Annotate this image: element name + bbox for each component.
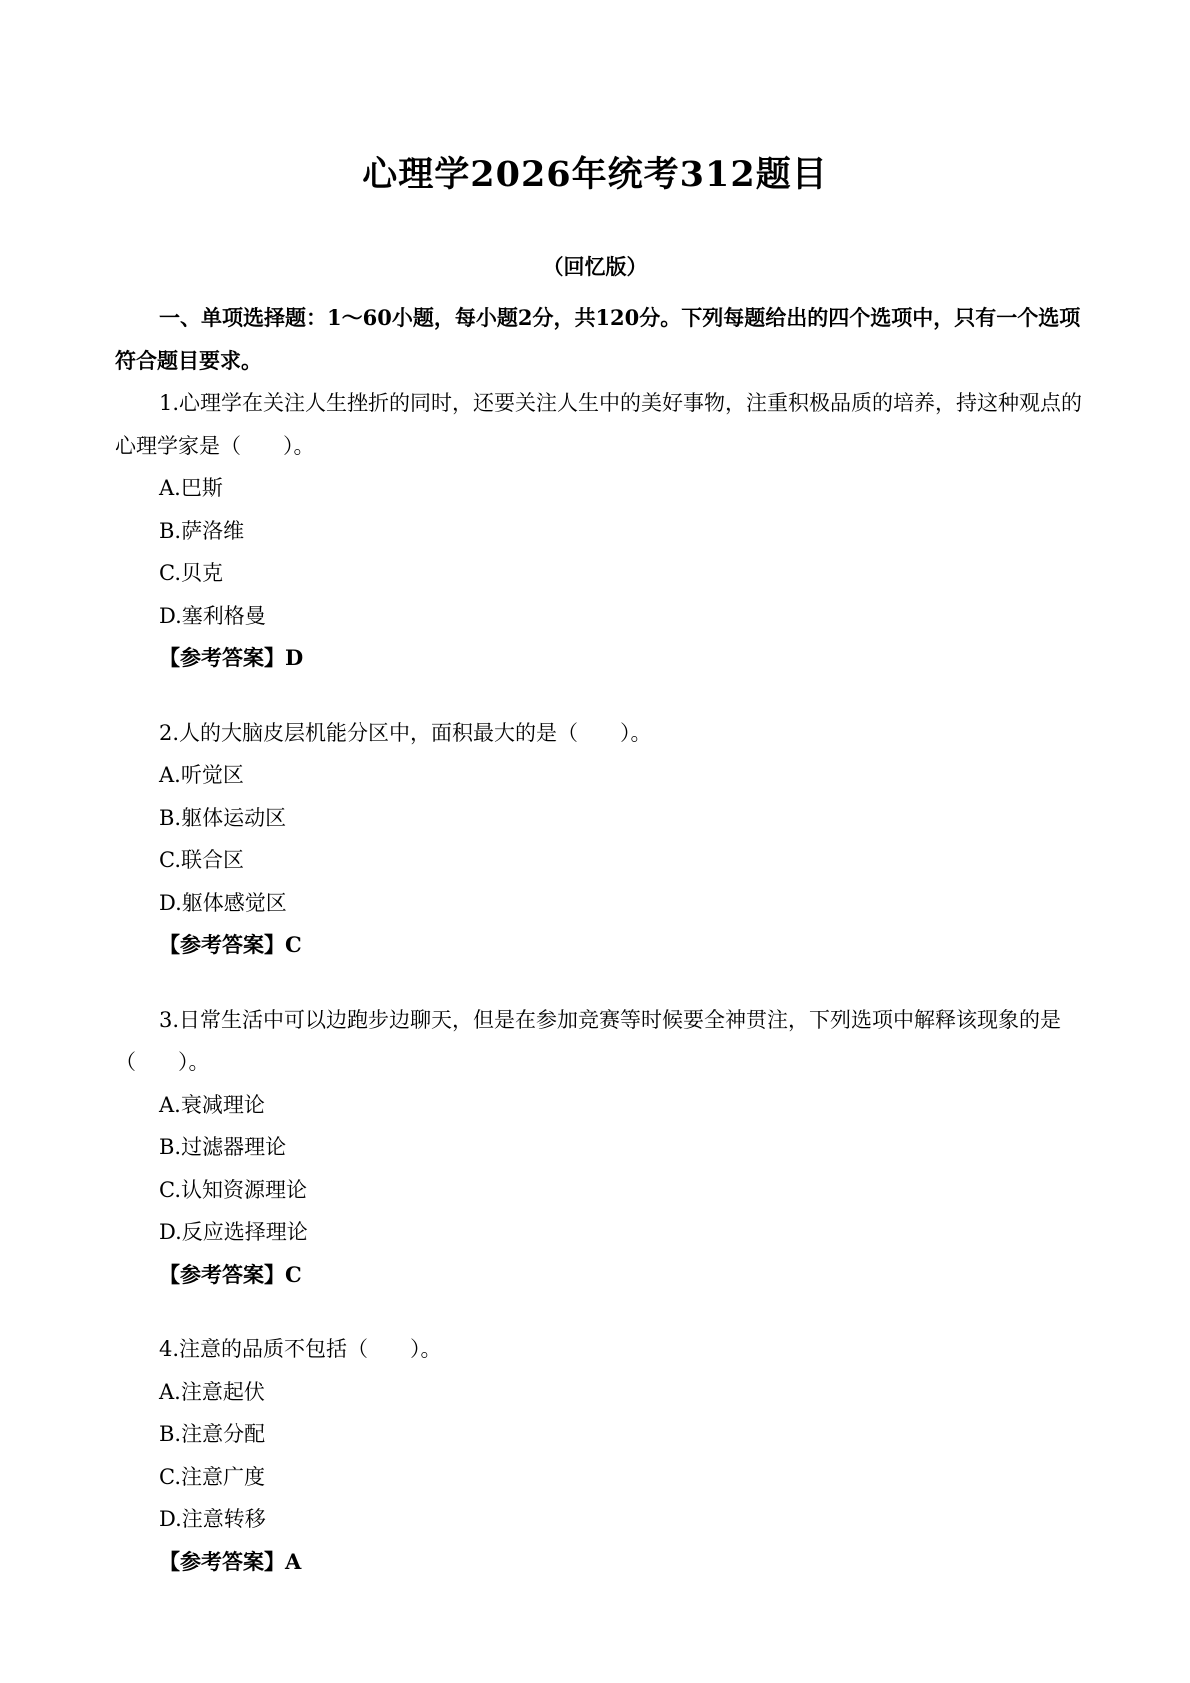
option-d: D.反应选择理论 <box>159 1220 308 1244</box>
question-3 <box>115 999 1085 1297</box>
option-d: D.躯体感觉区 <box>159 890 287 915</box>
option-c: C.贝克 <box>159 561 223 585</box>
option-b: B.躯体运动区 <box>159 805 287 830</box>
document-body <box>115 297 1085 1583</box>
question-spacer <box>115 1296 1085 1328</box>
option-c: C.认知资源理论 <box>159 1177 307 1202</box>
question-spacer <box>115 680 1085 712</box>
option-a: A.巴斯 <box>159 476 223 500</box>
document-subtitle: （回忆版） <box>542 254 648 279</box>
question-stem: 1.心理学在关注人生挫折的同时，还要关注人生中的美好事物，注重积极品质的培养，持这种观点的心理学家是（ ）。 <box>115 391 1083 458</box>
question-2 <box>115 712 1085 967</box>
document-title: 心理学2026年统考312题目 <box>362 154 828 195</box>
section-heading: 一、单项选择题：1～60小题，每小题2分，共120分。下列每题给出的四个选项中，只有一个选项符合题目要求。 <box>115 305 1081 373</box>
option-c: C.注意广度 <box>159 1464 265 1489</box>
question-1 <box>115 382 1085 680</box>
option-b: B.萨洛维 <box>159 518 245 543</box>
option-b: B.过滤器理论 <box>159 1135 287 1159</box>
option-b: B.注意分配 <box>159 1422 266 1446</box>
option-a: A.注意起伏 <box>159 1379 265 1404</box>
question-spacer <box>115 967 1085 999</box>
option-d: D.注意转移 <box>159 1507 266 1531</box>
reference-answer: 【参考答案】C <box>159 1261 302 1287</box>
question-4 <box>115 1328 1085 1583</box>
option-a: A.听觉区 <box>159 763 244 787</box>
question-stem: 4.注意的品质不包括（ ）。 <box>159 1337 442 1361</box>
option-c: C.联合区 <box>159 848 244 872</box>
option-d: D.塞利格曼 <box>159 603 266 628</box>
reference-answer: 【参考答案】A <box>159 1548 302 1574</box>
reference-answer: 【参考答案】C <box>159 932 302 957</box>
option-a: A.衰减理论 <box>159 1092 265 1117</box>
question-stem: 3.日常生活中可以边跑步边聊天，但是在参加竞赛等时候要全神贯注，下列选项中解释该现象的是（ ）。 <box>115 1007 1062 1074</box>
question-stem: 2.人的大脑皮层机能分区中，面积最大的是（ ）。 <box>159 720 652 745</box>
reference-answer: 【参考答案】D <box>159 645 304 670</box>
